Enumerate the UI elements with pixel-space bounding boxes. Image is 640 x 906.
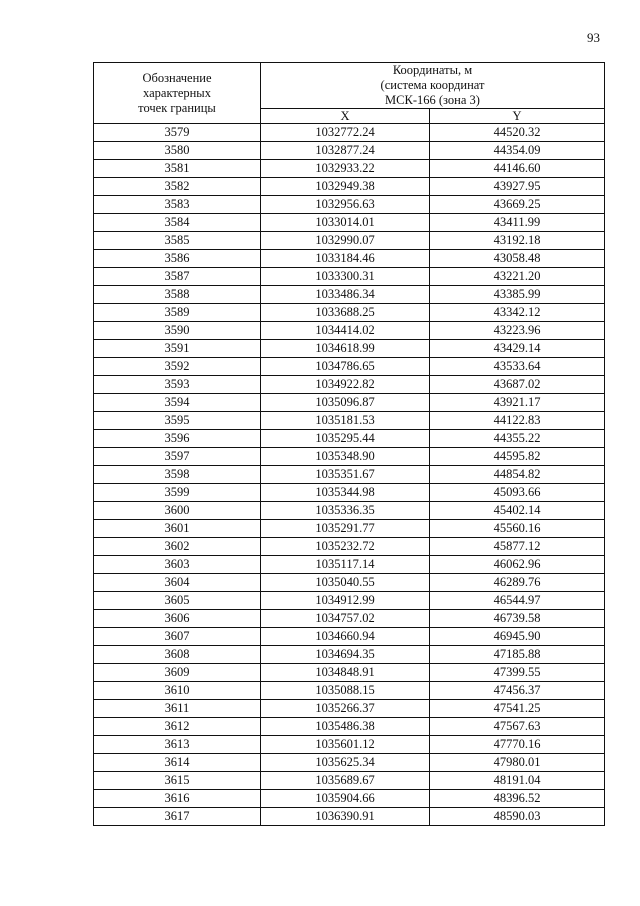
- cell-point: 3595: [94, 412, 261, 430]
- table-row: [94, 646, 605, 664]
- cell-point: 3611: [94, 700, 261, 718]
- cell-x: 1035096.87: [261, 394, 430, 412]
- cell-x: 1035689.67: [261, 772, 430, 790]
- table-row: [94, 376, 605, 394]
- table-row: [94, 574, 605, 592]
- cell-x: 1034757.02: [261, 610, 430, 628]
- cell-point: 3581: [94, 160, 261, 178]
- cell-y: 47541.25: [430, 700, 605, 718]
- table-row: [94, 412, 605, 430]
- cell-point: 3613: [94, 736, 261, 754]
- table-row: [94, 520, 605, 538]
- table-row: [94, 556, 605, 574]
- cell-x: 1035295.44: [261, 430, 430, 448]
- cell-point: 3604: [94, 574, 261, 592]
- coordinates-table: [93, 62, 605, 826]
- cell-x: 1033300.31: [261, 268, 430, 286]
- cell-y: 44854.82: [430, 466, 605, 484]
- table-header: [94, 63, 605, 124]
- cell-point: 3600: [94, 502, 261, 520]
- cell-point: 3592: [94, 358, 261, 376]
- table-row: [94, 466, 605, 484]
- cell-y: 44122.83: [430, 412, 605, 430]
- cell-point: 3585: [94, 232, 261, 250]
- cell-x: 1035181.53: [261, 412, 430, 430]
- page-number: 93: [587, 30, 600, 45]
- cell-x: 1034414.02: [261, 322, 430, 340]
- cell-x: 1034694.35: [261, 646, 430, 664]
- header-coords-line: (система координат: [380, 78, 485, 92]
- cell-y: 44354.09: [430, 142, 605, 160]
- cell-y: 47399.55: [430, 664, 605, 682]
- header-coordinate-system: [261, 63, 605, 109]
- cell-point: 3588: [94, 286, 261, 304]
- cell-x: 1032990.07: [261, 232, 430, 250]
- cell-y: 43192.18: [430, 232, 605, 250]
- cell-y: 43223.96: [430, 322, 605, 340]
- table-row: [94, 178, 605, 196]
- cell-y: 46544.97: [430, 592, 605, 610]
- cell-x: 1035625.34: [261, 754, 430, 772]
- cell-point: 3615: [94, 772, 261, 790]
- table-row: [94, 718, 605, 736]
- cell-point: 3602: [94, 538, 261, 556]
- cell-x: 1032956.63: [261, 196, 430, 214]
- table-row: [94, 322, 605, 340]
- table-row: [94, 142, 605, 160]
- cell-y: 43429.14: [430, 340, 605, 358]
- table-row: [94, 484, 605, 502]
- table-row: [94, 394, 605, 412]
- cell-point: 3589: [94, 304, 261, 322]
- cell-x: 1034912.99: [261, 592, 430, 610]
- cell-x: 1032877.24: [261, 142, 430, 160]
- table-row: [94, 268, 605, 286]
- cell-y: 43921.17: [430, 394, 605, 412]
- cell-point: 3582: [94, 178, 261, 196]
- cell-point: 3580: [94, 142, 261, 160]
- cell-x: 1034848.91: [261, 664, 430, 682]
- cell-point: 3601: [94, 520, 261, 538]
- cell-y: 43927.95: [430, 178, 605, 196]
- cell-point: 3614: [94, 754, 261, 772]
- cell-y: 45402.14: [430, 502, 605, 520]
- cell-y: 44355.22: [430, 430, 605, 448]
- table-row: [94, 430, 605, 448]
- cell-y: 43385.99: [430, 286, 605, 304]
- cell-x: 1033014.01: [261, 214, 430, 232]
- header-point-line: Обозначение: [142, 70, 212, 85]
- cell-y: 46945.90: [430, 628, 605, 646]
- cell-point: 3610: [94, 682, 261, 700]
- cell-x: 1034922.82: [261, 376, 430, 394]
- table-row: [94, 682, 605, 700]
- cell-y: 46739.58: [430, 610, 605, 628]
- cell-point: 3591: [94, 340, 261, 358]
- table-row: [94, 736, 605, 754]
- cell-point: 3617: [94, 808, 261, 826]
- table-row: [94, 610, 605, 628]
- cell-y: 45877.12: [430, 538, 605, 556]
- cell-x: 1034786.65: [261, 358, 430, 376]
- cell-y: 44520.32: [430, 124, 605, 142]
- cell-point: 3599: [94, 484, 261, 502]
- cell-point: 3596: [94, 430, 261, 448]
- cell-point: 3598: [94, 466, 261, 484]
- table-row: [94, 196, 605, 214]
- cell-y: 48396.52: [430, 790, 605, 808]
- cell-point: 3587: [94, 268, 261, 286]
- header-y: Y: [430, 109, 605, 124]
- table-row: [94, 700, 605, 718]
- cell-point: 3603: [94, 556, 261, 574]
- cell-x: 1033688.25: [261, 304, 430, 322]
- cell-point: 3579: [94, 124, 261, 142]
- header-point-line: точек границы: [138, 100, 216, 115]
- cell-y: 48191.04: [430, 772, 605, 790]
- table-row: [94, 790, 605, 808]
- cell-y: 47980.01: [430, 754, 605, 772]
- cell-x: 1035904.66: [261, 790, 430, 808]
- cell-y: 48590.03: [430, 808, 605, 826]
- cell-point: 3584: [94, 214, 261, 232]
- cell-y: 47567.63: [430, 718, 605, 736]
- table-row: [94, 340, 605, 358]
- cell-y: 43221.20: [430, 268, 605, 286]
- cell-x: 1033486.34: [261, 286, 430, 304]
- cell-y: 44146.60: [430, 160, 605, 178]
- cell-y: 43533.64: [430, 358, 605, 376]
- cell-y: 43669.25: [430, 196, 605, 214]
- cell-x: 1035291.77: [261, 520, 430, 538]
- cell-point: 3593: [94, 376, 261, 394]
- table-row: [94, 448, 605, 466]
- cell-x: 1035486.38: [261, 718, 430, 736]
- header-coords-line: МСК-166 (зона 3): [385, 93, 480, 107]
- table-body: [94, 124, 605, 826]
- table-row: [94, 286, 605, 304]
- header-x: X: [261, 109, 430, 124]
- cell-x: 1035040.55: [261, 574, 430, 592]
- header-point-line: характерных: [143, 85, 211, 100]
- cell-x: 1035351.67: [261, 466, 430, 484]
- cell-y: 46062.96: [430, 556, 605, 574]
- table-row: [94, 232, 605, 250]
- cell-point: 3616: [94, 790, 261, 808]
- cell-y: 47456.37: [430, 682, 605, 700]
- cell-point: 3586: [94, 250, 261, 268]
- cell-y: 47185.88: [430, 646, 605, 664]
- cell-y: 46289.76: [430, 574, 605, 592]
- cell-point: 3607: [94, 628, 261, 646]
- cell-x: 1033184.46: [261, 250, 430, 268]
- cell-y: 43058.48: [430, 250, 605, 268]
- cell-point: 3583: [94, 196, 261, 214]
- cell-x: 1035348.90: [261, 448, 430, 466]
- cell-point: 3597: [94, 448, 261, 466]
- table-row: [94, 124, 605, 142]
- table-row: [94, 592, 605, 610]
- cell-point: 3590: [94, 322, 261, 340]
- table-row: [94, 754, 605, 772]
- header-point-designation: [94, 63, 261, 124]
- cell-x: 1036390.91: [261, 808, 430, 826]
- table-row: [94, 772, 605, 790]
- cell-point: 3605: [94, 592, 261, 610]
- table-row: [94, 358, 605, 376]
- cell-point: 3594: [94, 394, 261, 412]
- cell-x: 1034618.99: [261, 340, 430, 358]
- cell-y: 45093.66: [430, 484, 605, 502]
- cell-point: 3612: [94, 718, 261, 736]
- cell-x: 1035344.98: [261, 484, 430, 502]
- cell-y: 43687.02: [430, 376, 605, 394]
- cell-y: 45560.16: [430, 520, 605, 538]
- cell-x: 1035117.14: [261, 556, 430, 574]
- cell-x: 1032772.24: [261, 124, 430, 142]
- table-row: [94, 160, 605, 178]
- cell-point: 3609: [94, 664, 261, 682]
- cell-y: 43342.12: [430, 304, 605, 322]
- table-row: [94, 214, 605, 232]
- table-row: [94, 628, 605, 646]
- cell-x: 1035232.72: [261, 538, 430, 556]
- cell-x: 1032933.22: [261, 160, 430, 178]
- header-coords-line: Координаты, м: [392, 63, 473, 77]
- cell-y: 47770.16: [430, 736, 605, 754]
- cell-y: 44595.82: [430, 448, 605, 466]
- cell-x: 1035336.35: [261, 502, 430, 520]
- cell-x: 1034660.94: [261, 628, 430, 646]
- cell-point: 3606: [94, 610, 261, 628]
- table-row: [94, 664, 605, 682]
- table-row: [94, 808, 605, 826]
- cell-y: 43411.99: [430, 214, 605, 232]
- table-row: [94, 538, 605, 556]
- table-row: [94, 304, 605, 322]
- cell-x: 1032949.38: [261, 178, 430, 196]
- cell-x: 1035601.12: [261, 736, 430, 754]
- cell-x: 1035266.37: [261, 700, 430, 718]
- cell-x: 1035088.15: [261, 682, 430, 700]
- cell-point: 3608: [94, 646, 261, 664]
- table-row: [94, 502, 605, 520]
- table-row: [94, 250, 605, 268]
